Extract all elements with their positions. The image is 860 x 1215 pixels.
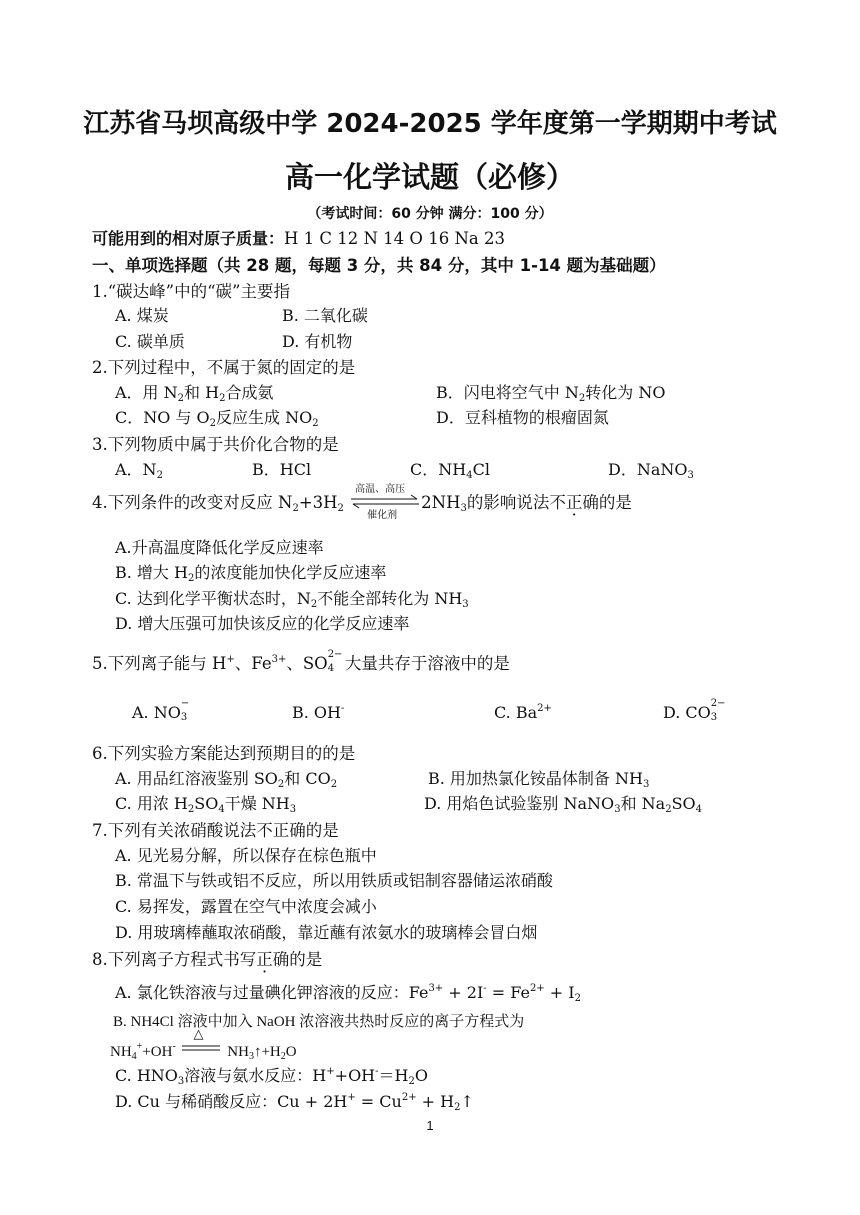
emphasis-not-correct: 不正确 — [549, 493, 599, 512]
q8-option-c: C. $HNO_3$溶液与氨水反应：$H^++OH^-=H_2O$ — [115, 1066, 428, 1087]
q7-option-a: A. 见光易分解，所以保存在棕色瓶中 — [115, 846, 377, 865]
section-heading: 一、单项选择题（共 28 题，每题 3 分，共 84 分，其中 1-14 题为基础题） — [92, 256, 666, 275]
question-1-stem: 1.“碳达峰”中的“碳”主要指 — [92, 282, 290, 301]
q2-option-d: D．豆科植物的根瘤固氮 — [436, 408, 609, 427]
q8-option-b: B. NH4Cl 溶液中加入 NaOH 浓溶液共热时反应的离子方程式为 — [113, 1014, 525, 1030]
atomic-mass-line — [92, 226, 505, 249]
q5-option-c: C. $Ba^{2+}$ — [494, 703, 552, 722]
question-6-stem: 6.下列实验方案能达到预期目的的是 — [92, 744, 356, 763]
q7-option-c: C. 易挥发，露置在空气中浓度会减小 — [115, 897, 377, 916]
q6-option-d: D. 用焰色试验鉴别 NaNO$_3$和 $Na_2SO_4$ — [424, 794, 703, 815]
atomic-mass-values: H 1 C 12 N 14 O 16 Na 23 — [284, 229, 505, 248]
q8-option-b-equation: $NH_4^++OH^-$ △ $NH_3↑+H_2O$ — [110, 1026, 297, 1062]
question-7-stem: 7.下列有关浓硝酸说法不正确的是 — [92, 821, 339, 840]
school-title: 江苏省马坝高级中学 2024-2025 学年度第一学期期中考试 — [83, 109, 777, 139]
equilibrium-arrow: 高温、高压 催化剂 — [349, 492, 421, 512]
question-5-stem: 5.下列离子能与 H+、$Fe^{3+}$、SO 2− 4 大量共存于溶液中的是 — [92, 649, 510, 674]
question-8-stem: 8.下列离子方程式书写正确的是 — [92, 946, 322, 970]
q2-option-a: A．用 $N_2$和 $H_2$合成氨 — [115, 383, 274, 404]
q3-option-c: C．$NH_4Cl$ — [410, 460, 490, 481]
q3-option-a: A．$N_2$ — [115, 460, 163, 481]
question-4-stem: 4.下列条件的改变对反应 $N_2+3H_2$ 高温、高压 催化剂 $2NH_3$的影响说法不正确的是 — [92, 484, 632, 521]
exam-info: （考试时间：60 分钟 满分：100 分） — [307, 206, 553, 222]
double-line-icon — [180, 1040, 224, 1058]
page-number: 1 — [426, 1118, 434, 1133]
q8-option-d: D. Cu 与稀硝酸反应：$Cu + 2H^+ = Cu^{2+}$ + $H_2↑$ — [115, 1092, 474, 1113]
q5-option-d: D. CO 2− 3 — [663, 698, 726, 723]
q3-option-b: B．HCl — [252, 460, 312, 479]
q5-option-a: A. NO − 3 — [132, 698, 190, 723]
emphasis-correct: 正 — [256, 950, 273, 969]
q4-option-b: B. 增大 $H_2$的浓度能加快化学反应速率 — [115, 563, 387, 584]
q7-option-b: B. 常温下与铁或铝不反应，所以用铁质或铝制容器储运浓硝酸 — [115, 871, 553, 890]
atomic-mass-label: 可能用到的相对原子质量： — [92, 229, 285, 248]
q3-option-d: D．NaNO$_3$ — [608, 460, 694, 481]
q1-option-b: B. 二氧化碳 — [282, 306, 368, 325]
q7-option-d: D. 用玻璃棒蘸取浓硝酸，靠近蘸有浓氨水的玻璃棒会冒白烟 — [115, 923, 538, 942]
heating-triangle-icon: △ — [193, 1026, 204, 1041]
q6-option-a: A. 用品红溶液鉴别 $SO_2$和 $CO_2$ — [115, 769, 338, 790]
q1-option-d: D. 有机物 — [282, 332, 353, 351]
q5-option-b: B. OH- — [292, 703, 345, 722]
q6-option-b: B. 用加热氯化铵晶体制备 $NH_3$ — [428, 769, 650, 790]
q6-option-c: C. 用浓 $H_2SO_4$干燥 $NH_3$ — [115, 794, 297, 815]
question-3-stem: 3.下列物质中属于共价化合物的是 — [92, 435, 339, 454]
q1-option-a: A. 煤炭 — [115, 306, 169, 325]
q1-option-c: C. 碳单质 — [115, 332, 185, 351]
subject-title: 高一化学试题（必修） — [284, 160, 575, 194]
q8-option-a: A. 氯化铁溶液与过量碘化钾溶液的反应：$Fe^{3+} + 2I^- = Fe^{2+} + I_2$ — [115, 983, 581, 1004]
q4-option-a: A.升高温度降低化学反应速率 — [115, 538, 324, 557]
q4-option-c: C. 达到化学平衡状态时，$N_2$不能全部转化为 $NH_3$ — [115, 589, 469, 610]
q4-option-d: D. 增大压强可加快该反应的化学反应速率 — [115, 614, 410, 633]
heating-arrow — [180, 1026, 224, 1058]
q2-option-c: C．NO 与 $O_2$反应生成 $NO_2$ — [115, 408, 319, 429]
question-2-stem: 2.下列过程中，不属于氮的固定的是 — [92, 358, 356, 377]
q2-option-b: B．闪电将空气中 $N_2$转化为 NO — [436, 383, 666, 404]
